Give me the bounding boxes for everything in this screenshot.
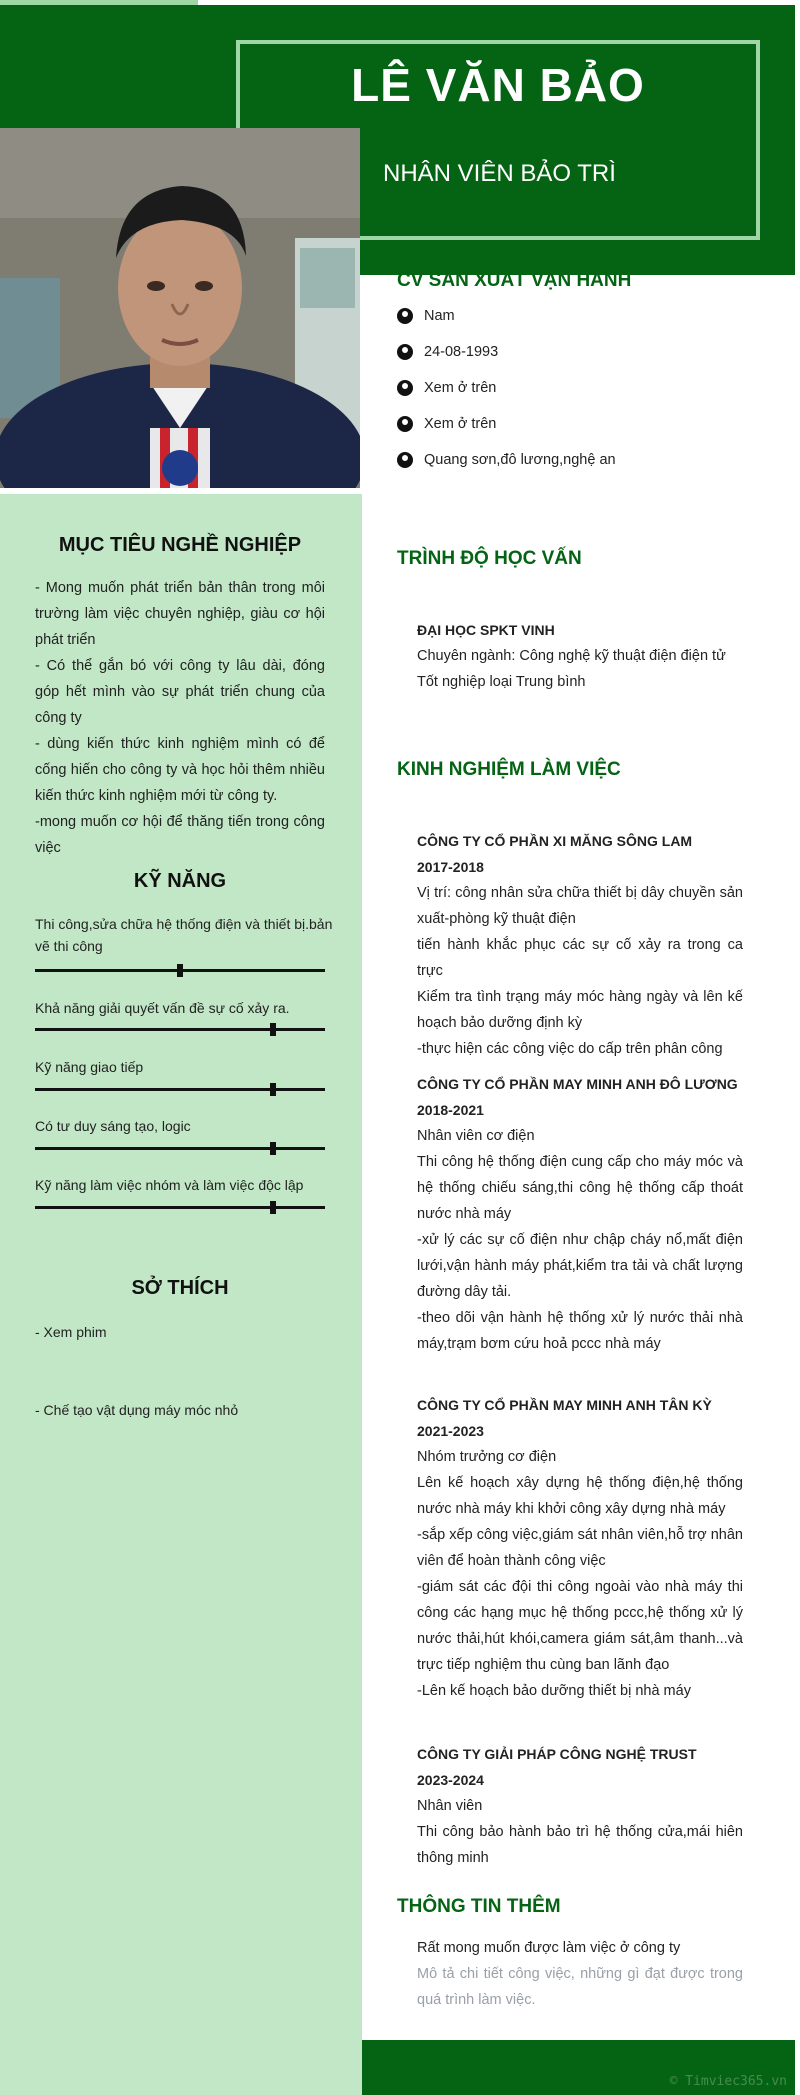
contact-birthdate: 24-08-1993: [397, 342, 498, 362]
hobbies-title: SỞ THÍCH: [131, 1277, 229, 1299]
experience-title: KINH NGHIỆM LÀM VIỆC: [397, 759, 621, 780]
contact-email: Xem ở trên: [397, 414, 496, 434]
job-detail: -giám sát các đội thi công ngoài vào nhà máy thi công các hạng mục hệ thống pccc,hệ thống xử lý nước thải,hút khói,camera giám sát,âm thanh...và trực tiếp nghiệm thu cùng ban lãnh đạo: [417, 1579, 743, 1673]
job-period: 2018-2021: [417, 1102, 484, 1118]
contact-title: CV SẢN XUẤT VẬN HÀNH: [397, 270, 632, 291]
job-title: NHÂN VIÊN BẢO TRÌ: [383, 160, 616, 187]
company-name: CÔNG TY CỔ PHẦN XI MĂNG SÔNG LAM: [417, 833, 693, 849]
education-major: Chuyên ngành: Công nghệ kỹ thuật điện điện tử: [417, 648, 726, 664]
hobby-item: - Xem phim: [35, 1324, 107, 1340]
skill-bar: [35, 1028, 325, 1031]
job-detail: -Lên kế hoạch bảo dưỡng thiết bị nhà máy: [417, 1683, 691, 1699]
location-icon: [397, 452, 413, 468]
skill-bar: [35, 1206, 325, 1209]
objective-line: - Mong muốn phát triển bản thân trong môi trường làm việc chuyên nghiệp, giàu cơ hội phát triển: [35, 580, 325, 648]
skill-level-marker: [270, 1023, 276, 1036]
skill-label: Kỹ năng giao tiếp: [35, 1059, 144, 1075]
education-grade: Tốt nghiệp loại Trung bình: [417, 674, 586, 690]
phone-icon: [397, 380, 413, 396]
job-detail: Kiểm tra tình trạng máy móc hàng ngày và lên kế hoạch bảo dưỡng định kỳ: [417, 989, 743, 1031]
skill-level-marker: [270, 1083, 276, 1096]
objective-text: [35, 575, 325, 861]
site-watermark: © Timviec365.vn: [669, 2074, 787, 2089]
profile-photo: [0, 128, 360, 488]
job-detail: -xử lý các sự cố điện như chập cháy nổ,mất điện lưới,vận hành máy phát,kiểm tra tải và chất lượng đường dây tải.: [417, 1232, 743, 1300]
skill-bar: [35, 969, 325, 972]
company-name: CÔNG TY GIẢI PHÁP CÔNG NGHỆ TRUST: [417, 1746, 697, 1762]
education-block: [417, 617, 743, 695]
skill-label: Thi công,sửa chữa hệ thống điện và thiết bị.bản vẽ thi công: [35, 916, 333, 954]
education-title: TRÌNH ĐỘ HỌC VẤN: [397, 548, 582, 569]
skill-label: Có tư duy sáng tạo, logic: [35, 1118, 191, 1134]
additional-title: THÔNG TIN THÊM: [397, 1896, 561, 1917]
job-detail: -thực hiện các công việc do cấp trên phân công: [417, 1041, 723, 1057]
job-detail: tiến hành khắc phục các sự cố xảy ra trong ca trực: [417, 937, 743, 979]
job-detail: Nhóm trưởng cơ điện: [417, 1449, 557, 1465]
experience-item: [417, 1741, 743, 1871]
skill-bar: [35, 1147, 325, 1150]
job-period: 2021-2023: [417, 1423, 484, 1439]
experience-item: [417, 1392, 743, 1704]
person-icon: [397, 308, 413, 324]
additional-placeholder: Mô tả chi tiết công việc, những gì đạt được trong quá trình làm việc.: [417, 1966, 743, 2008]
contact-gender: Nam: [397, 306, 455, 326]
objective-line: - dùng kiến thức kinh nghiệm mình có để cống hiến cho công ty và học hỏi thêm nhiều kiến thức kinh nghiệm mới từ công ty.: [35, 736, 325, 804]
contact-phone: Xem ở trên: [397, 378, 496, 398]
mail-icon: [397, 416, 413, 432]
objective-line: - Có thể gắn bó với công ty lâu dài, đóng góp hết mình vào sự phát triển chung của công ty: [35, 658, 325, 726]
job-period: 2017-2018: [417, 859, 484, 875]
objective-line: -mong muốn cơ hội để thăng tiến trong công việc: [35, 814, 325, 856]
skill-level-marker: [270, 1201, 276, 1214]
job-detail: Nhân viên: [417, 1798, 483, 1814]
school-name: ĐẠI HỌC SPKT VINH: [417, 622, 555, 638]
company-name: CÔNG TY CỔ PHẦN MAY MINH ANH TÂN KỲ: [417, 1397, 712, 1413]
job-detail: Thi công hệ thống điện cung cấp cho máy móc và hệ thống chiếu sáng,thi công hệ thống cấp thoát nước nhà máy: [417, 1154, 743, 1222]
additional-block: [417, 1935, 743, 2013]
skill-level-marker: [270, 1142, 276, 1155]
hobby-item: - Chế tạo vật dụng máy móc nhỏ: [35, 1402, 239, 1418]
skill-label: Kỹ năng làm việc nhóm và làm việc độc lập: [35, 1177, 304, 1193]
company-name: CÔNG TY CỔ PHẦN MAY MINH ANH ĐÔ LƯƠNG: [417, 1076, 738, 1092]
job-detail: Vị trí: công nhân sửa chữa thiết bị dây chuyền sản xuất-phòng kỹ thuật điện: [417, 885, 743, 927]
clock-icon: [397, 344, 413, 360]
experience-item: [417, 828, 743, 1062]
skills-title: KỸ NĂNG: [133, 870, 227, 892]
contact-address: Quang sơn,đô lương,nghệ an: [397, 450, 616, 470]
job-detail: -theo dõi vận hành hệ thống xử lý nước thải nhà máy,trạm bơm cứu hoả pccc nhà máy: [417, 1310, 743, 1352]
skill-label: Khả năng giải quyết vấn đề sự cố xảy ra.: [35, 1000, 290, 1016]
job-period: 2023-2024: [417, 1772, 484, 1788]
job-detail: Lên kế hoạch xây dựng hệ thống điện,hệ thống nước nhà máy khi khởi công xây dựng nhà máy: [417, 1475, 743, 1517]
candidate-name: LÊ VĂN BẢO: [351, 59, 645, 111]
portrait-illustration: [0, 128, 360, 488]
footer-band: [362, 2040, 795, 2095]
job-detail: Nhân viên cơ điện: [417, 1128, 535, 1144]
job-detail: -sắp xếp công việc,giám sát nhân viên,hỗ trợ nhân viên để hoàn thành công việc: [417, 1527, 743, 1569]
additional-text: Rất mong muốn được làm việc ở công ty: [417, 1940, 681, 1956]
skill-level-marker: [177, 964, 183, 977]
job-detail: Thi công bảo hành bảo trì hệ thống cửa,mái hiên thông minh: [417, 1824, 743, 1866]
experience-item: [417, 1071, 743, 1357]
skill-bar: [35, 1088, 325, 1091]
objective-title: MỤC TIÊU NGHỀ NGHIỆP: [58, 534, 302, 556]
